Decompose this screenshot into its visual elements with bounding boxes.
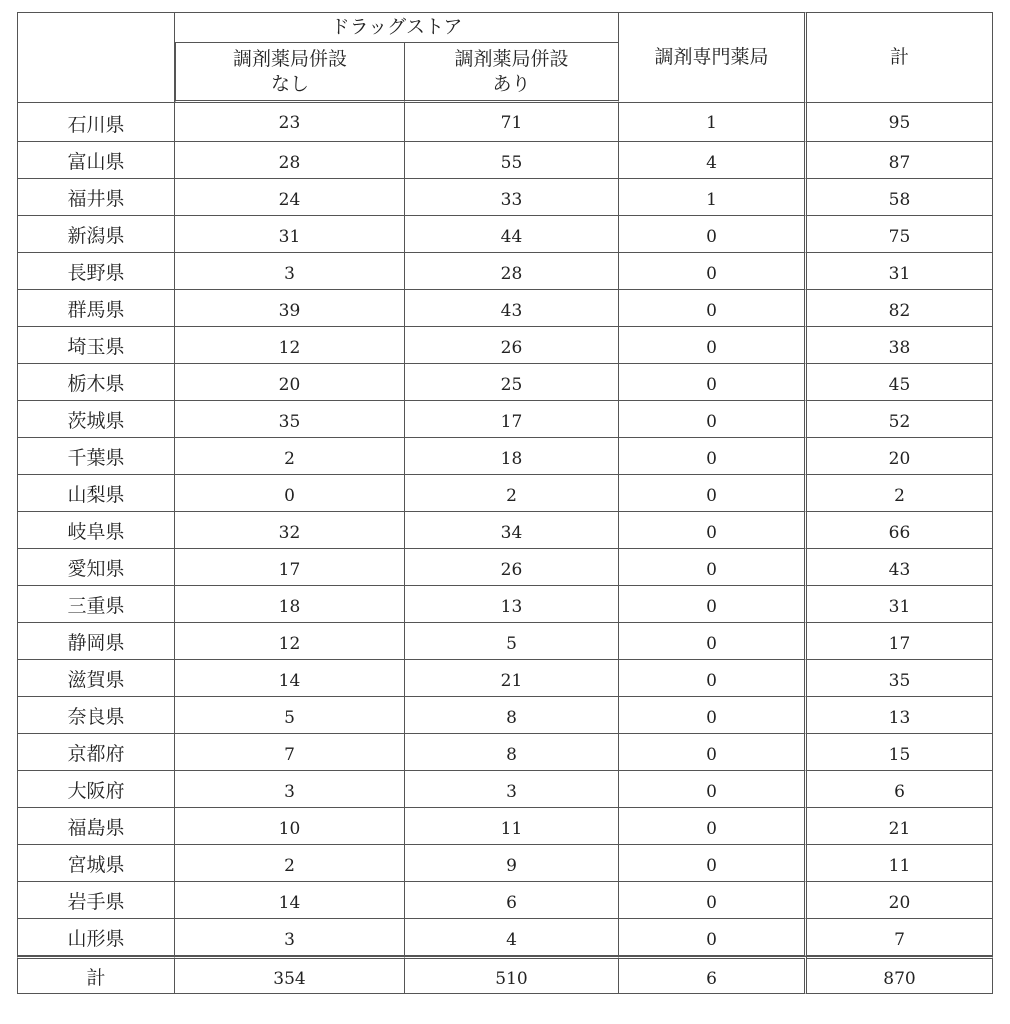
dispensing-only-cell: 0 <box>619 364 807 401</box>
row-total-cell: 6 <box>807 771 993 808</box>
without-dispensing-cell: 14 <box>175 660 405 697</box>
with-dispensing-cell: 11 <box>405 808 619 845</box>
with-dispensing-cell: 26 <box>405 327 619 364</box>
without-dispensing-cell: 14 <box>175 882 405 919</box>
prefecture-cell: 福島県 <box>17 808 175 845</box>
without-dispensing-cell: 39 <box>175 290 405 327</box>
dispensing-only-cell: 0 <box>619 771 807 808</box>
with-dispensing-cell: 26 <box>405 549 619 586</box>
without-dispensing-cell: 2 <box>175 845 405 882</box>
without-dispensing-cell: 12 <box>175 623 405 660</box>
prefecture-cell: 栃木県 <box>17 364 175 401</box>
header-with-dispensing <box>405 43 619 103</box>
row-total-cell: 20 <box>807 882 993 919</box>
prefecture-cell: 奈良県 <box>17 697 175 734</box>
prefecture-cell: 山梨県 <box>17 475 175 512</box>
table-row <box>17 290 993 327</box>
row-total-cell: 31 <box>807 586 993 623</box>
row-total-cell: 21 <box>807 808 993 845</box>
row-total-cell: 87 <box>807 142 993 179</box>
table-row <box>17 142 993 179</box>
header-drugstore-group: ドラッグストア <box>175 12 619 43</box>
prefecture-cell: 新潟県 <box>17 216 175 253</box>
with-dispensing-cell: 55 <box>405 142 619 179</box>
table-row <box>17 882 993 919</box>
total-row <box>17 956 993 994</box>
without-dispensing-cell: 0 <box>175 475 405 512</box>
without-dispensing-cell: 32 <box>175 512 405 549</box>
prefecture-cell: 三重県 <box>17 586 175 623</box>
dispensing-only-cell: 0 <box>619 401 807 438</box>
dispensing-only-cell: 0 <box>619 845 807 882</box>
dispensing-only-cell: 0 <box>619 253 807 290</box>
row-total-cell: 38 <box>807 327 993 364</box>
with-dispensing-cell: 4 <box>405 919 619 956</box>
prefecture-cell: 京都府 <box>17 734 175 771</box>
without-dispensing-cell: 35 <box>175 401 405 438</box>
row-total-cell: 95 <box>807 103 993 142</box>
without-dispensing-cell: 3 <box>175 771 405 808</box>
dispensing-only-cell: 0 <box>619 290 807 327</box>
dispensing-only-cell: 0 <box>619 216 807 253</box>
header-dispensing-only: 調剤専門薬局 <box>619 12 807 103</box>
row-total-cell: 11 <box>807 845 993 882</box>
with-dispensing-cell: 21 <box>405 660 619 697</box>
row-total-cell: 43 <box>807 549 993 586</box>
row-total-cell: 45 <box>807 364 993 401</box>
table-row <box>17 845 993 882</box>
with-dispensing-cell: 28 <box>405 253 619 290</box>
table-row <box>17 327 993 364</box>
without-dispensing-cell: 3 <box>175 253 405 290</box>
table-row <box>17 512 993 549</box>
header-without-dispensing <box>175 43 405 103</box>
without-dispensing-cell: 5 <box>175 697 405 734</box>
with-dispensing-cell: 44 <box>405 216 619 253</box>
prefecture-cell: 福井県 <box>17 179 175 216</box>
with-dispensing-cell: 18 <box>405 438 619 475</box>
row-total-cell: 82 <box>807 290 993 327</box>
with-dispensing-cell: 6 <box>405 882 619 919</box>
row-total-cell: 2 <box>807 475 993 512</box>
prefecture-cell: 宮城県 <box>17 845 175 882</box>
prefecture-cell: 岐阜県 <box>17 512 175 549</box>
row-total-cell: 75 <box>807 216 993 253</box>
without-dispensing-cell: 18 <box>175 586 405 623</box>
with-dispensing-cell: 34 <box>405 512 619 549</box>
without-dispensing-cell: 2 <box>175 438 405 475</box>
table-container <box>17 12 993 994</box>
with-dispensing-cell: 9 <box>405 845 619 882</box>
total-without: 354 <box>175 956 405 994</box>
row-total-cell: 66 <box>807 512 993 549</box>
with-dispensing-cell: 8 <box>405 734 619 771</box>
row-total-cell: 31 <box>807 253 993 290</box>
dispensing-only-cell: 0 <box>619 475 807 512</box>
table-row <box>17 216 993 253</box>
table-row <box>17 919 993 956</box>
without-dispensing-cell: 31 <box>175 216 405 253</box>
table-row <box>17 179 993 216</box>
dispensing-only-cell: 0 <box>619 734 807 771</box>
prefecture-cell: 滋賀県 <box>17 660 175 697</box>
dispensing-only-cell: 0 <box>619 660 807 697</box>
prefecture-cell: 茨城県 <box>17 401 175 438</box>
total-with: 510 <box>405 956 619 994</box>
dispensing-only-cell: 0 <box>619 586 807 623</box>
dispensing-only-cell: 0 <box>619 919 807 956</box>
with-dispensing-cell: 71 <box>405 103 619 142</box>
dispensing-only-cell: 0 <box>619 808 807 845</box>
row-total-cell: 52 <box>807 401 993 438</box>
without-dispensing-cell: 23 <box>175 103 405 142</box>
row-total-cell: 20 <box>807 438 993 475</box>
dispensing-only-cell: 0 <box>619 697 807 734</box>
header-corner-cell <box>17 12 175 103</box>
dispensing-only-cell: 1 <box>619 179 807 216</box>
header-without-line2: なし <box>270 72 309 95</box>
with-dispensing-cell: 5 <box>405 623 619 660</box>
row-total-cell: 58 <box>807 179 993 216</box>
pharmacy-count-table <box>17 12 993 994</box>
with-dispensing-cell: 43 <box>405 290 619 327</box>
table-row <box>17 586 993 623</box>
with-dispensing-cell: 17 <box>405 401 619 438</box>
dispensing-only-cell: 0 <box>619 549 807 586</box>
table-row <box>17 771 993 808</box>
dispensing-only-cell: 0 <box>619 882 807 919</box>
without-dispensing-cell: 3 <box>175 919 405 956</box>
table-row <box>17 697 993 734</box>
row-total-cell: 35 <box>807 660 993 697</box>
prefecture-cell: 石川県 <box>17 103 175 142</box>
without-dispensing-cell: 24 <box>175 179 405 216</box>
dispensing-only-cell: 4 <box>619 142 807 179</box>
dispensing-only-cell: 0 <box>619 623 807 660</box>
prefecture-cell: 埼玉県 <box>17 327 175 364</box>
row-total-cell: 15 <box>807 734 993 771</box>
without-dispensing-cell: 7 <box>175 734 405 771</box>
dispensing-only-cell: 1 <box>619 103 807 142</box>
prefecture-cell: 岩手県 <box>17 882 175 919</box>
prefecture-cell: 千葉県 <box>17 438 175 475</box>
table-row <box>17 734 993 771</box>
table-row <box>17 808 993 845</box>
without-dispensing-cell: 12 <box>175 327 405 364</box>
table-row <box>17 401 993 438</box>
with-dispensing-cell: 2 <box>405 475 619 512</box>
prefecture-cell: 群馬県 <box>17 290 175 327</box>
header-with-line1: 調剤薬局併設 <box>454 47 569 70</box>
table-row <box>17 623 993 660</box>
prefecture-cell: 愛知県 <box>17 549 175 586</box>
row-total-cell: 13 <box>807 697 993 734</box>
table-row <box>17 475 993 512</box>
with-dispensing-cell: 3 <box>405 771 619 808</box>
row-total-cell: 7 <box>807 919 993 956</box>
prefecture-cell: 富山県 <box>17 142 175 179</box>
total-label: 計 <box>17 956 175 994</box>
without-dispensing-cell: 28 <box>175 142 405 179</box>
with-dispensing-cell: 25 <box>405 364 619 401</box>
without-dispensing-cell: 17 <box>175 549 405 586</box>
table-row <box>17 253 993 290</box>
table-body <box>17 103 993 994</box>
prefecture-cell: 山形県 <box>17 919 175 956</box>
row-total-cell: 17 <box>807 623 993 660</box>
prefecture-cell: 長野県 <box>17 253 175 290</box>
dispensing-only-cell: 0 <box>619 327 807 364</box>
table-row <box>17 660 993 697</box>
prefecture-cell: 大阪府 <box>17 771 175 808</box>
header-with-line2: あり <box>492 72 531 95</box>
without-dispensing-cell: 10 <box>175 808 405 845</box>
total-sum: 870 <box>807 956 993 994</box>
header-total: 計 <box>807 12 993 103</box>
table-row <box>17 103 993 142</box>
table-row <box>17 549 993 586</box>
dispensing-only-cell: 0 <box>619 512 807 549</box>
with-dispensing-cell: 33 <box>405 179 619 216</box>
table-row <box>17 438 993 475</box>
dispensing-only-cell: 0 <box>619 438 807 475</box>
header-without-line1: 調剤薬局併設 <box>232 47 347 70</box>
with-dispensing-cell: 13 <box>405 586 619 623</box>
table-row <box>17 364 993 401</box>
without-dispensing-cell: 20 <box>175 364 405 401</box>
total-dispensing-only: 6 <box>619 956 807 994</box>
prefecture-cell: 静岡県 <box>17 623 175 660</box>
with-dispensing-cell: 8 <box>405 697 619 734</box>
